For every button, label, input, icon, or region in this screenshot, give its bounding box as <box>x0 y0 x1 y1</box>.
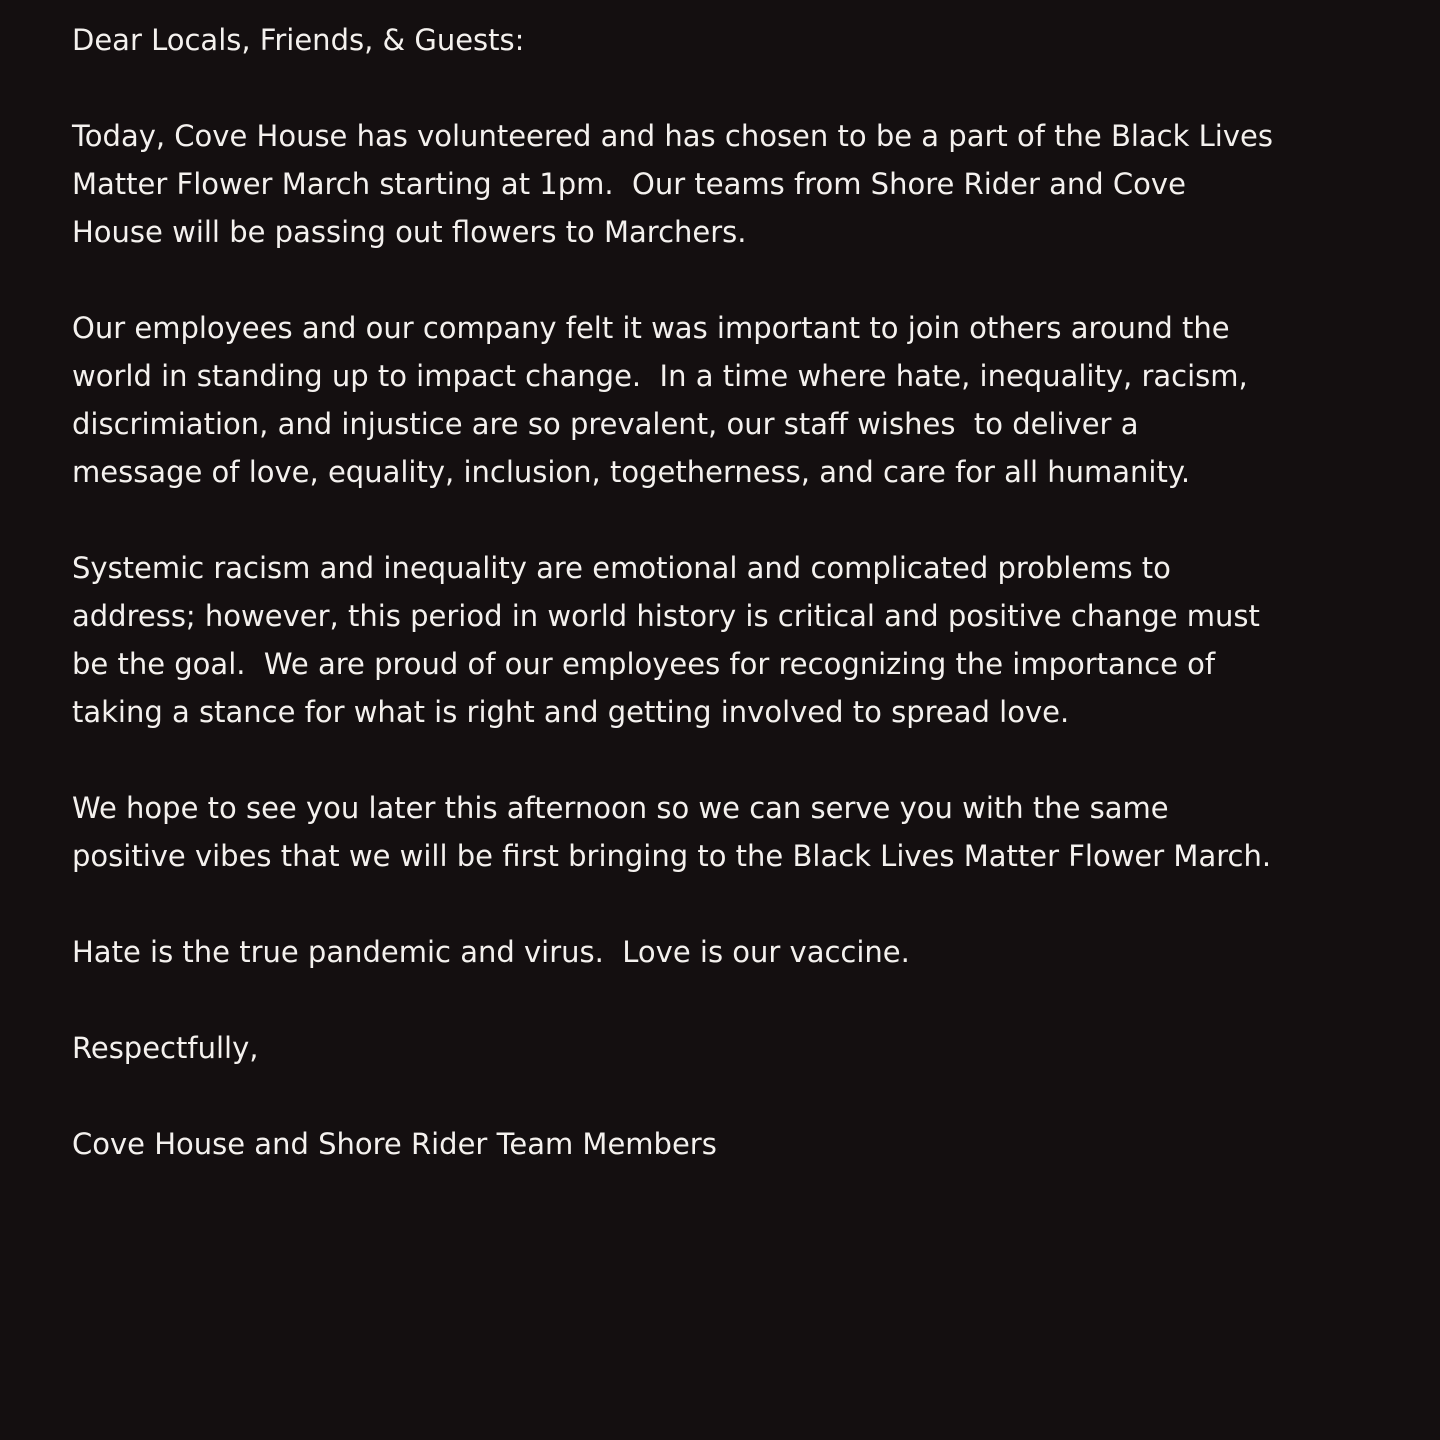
paragraph-3-line: taking a stance for what is right and getting involved to spread love. <box>72 695 1070 729</box>
signature: Cove House and Shore Rider Team Members <box>72 1127 717 1161</box>
paragraph-gap <box>72 256 1420 304</box>
paragraph-2-line: Our employees and our company felt it was important to join others around the <box>72 311 1230 345</box>
paragraph-4-line: We hope to see you later this afternoon so we can serve you with the same <box>72 791 1169 825</box>
paragraph-gap <box>72 880 1420 928</box>
paragraph-2-line: world in standing up to impact change. In a time where hate, inequality, racism, <box>72 359 1248 393</box>
paragraph-5: Hate is the true pandemic and virus. Love is our vaccine. <box>72 935 910 969</box>
paragraph-1-line: House will be passing out flowers to Marchers. <box>72 215 747 249</box>
paragraph-1-line: Today, Cove House has volunteered and has chosen to be a part of the Black Lives <box>72 119 1273 153</box>
paragraph-2-line: message of love, equality, inclusion, togetherness, and care for all humanity. <box>72 455 1191 489</box>
paragraph-gap <box>72 64 1420 112</box>
paragraph-1-line: Matter Flower March starting at 1pm. Our teams from Shore Rider and Cove <box>72 167 1186 201</box>
closing: Respectfully, <box>72 1031 259 1065</box>
paragraph-gap <box>72 1072 1420 1120</box>
paragraph-3-line: address; however, this period in world history is critical and positive change must <box>72 599 1260 633</box>
paragraph-gap <box>72 496 1420 544</box>
paragraph-gap <box>72 976 1420 1024</box>
paragraph-3-line: Systemic racism and inequality are emotional and complicated problems to <box>72 551 1171 585</box>
paragraph-2 <box>72 304 1420 496</box>
paragraph-4-line: positive vibes that we will be first bringing to the Black Lives Matter Flower March. <box>72 839 1272 873</box>
paragraph-4 <box>72 784 1420 880</box>
paragraph-1 <box>72 112 1420 256</box>
paragraph-gap <box>72 736 1420 784</box>
paragraph-2-line: discrimiation, and injustice are so prevalent, our staff wishes to deliver a <box>72 407 1139 441</box>
paragraph-3 <box>72 544 1420 736</box>
salutation: Dear Locals, Friends, & Guests: <box>72 23 525 57</box>
paragraph-3-line: be the goal. We are proud of our employees for recognizing the importance of <box>72 647 1216 681</box>
